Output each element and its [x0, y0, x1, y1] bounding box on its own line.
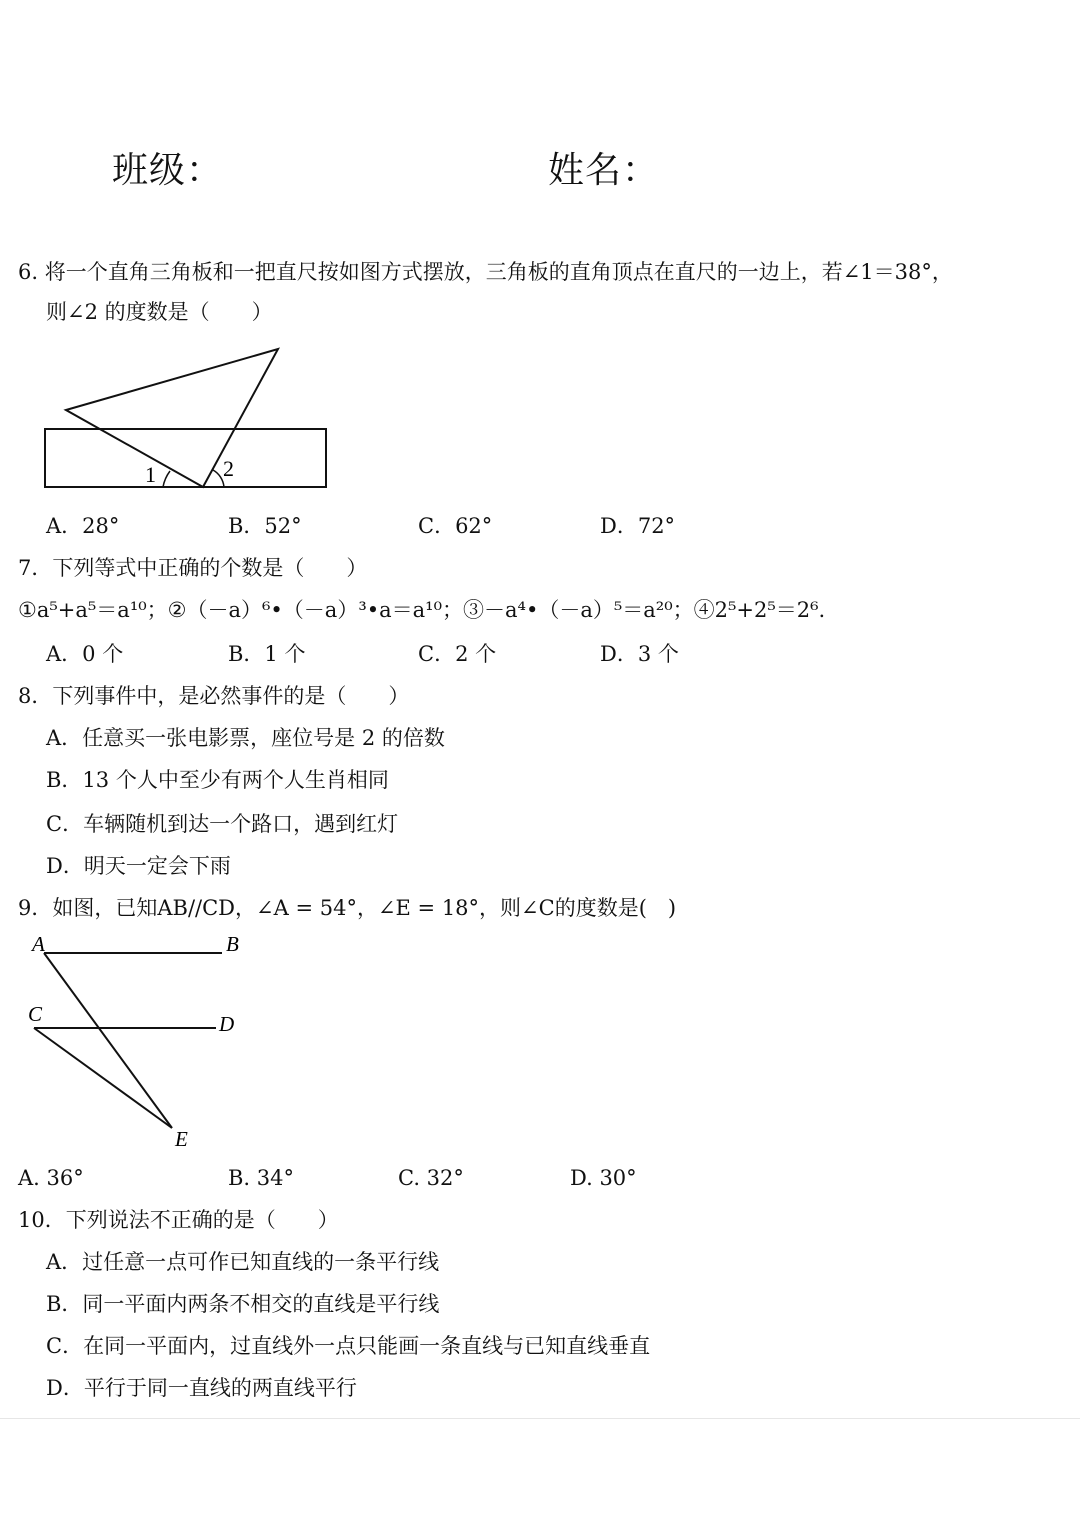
q7-option-b[interactable]: B．1 个 [228, 642, 306, 666]
page-divider [0, 1418, 1080, 1419]
q8-option-c[interactable]: C．车辆随机到达一个路口，遇到红灯 [46, 812, 399, 836]
q7-expression: ①a⁵+a⁵＝a¹⁰；②（－a）⁶•（－a）³•a＝a¹⁰；③－a⁴•（－a）⁵＝a²⁰；④2⁵+2⁵＝2⁶. [18, 598, 826, 622]
q6-option-c[interactable]: C．62° [418, 514, 493, 538]
q8-option-b[interactable]: B．13 个人中至少有两个人生肖相同 [46, 768, 389, 792]
segment-ae [44, 953, 172, 1128]
q7-stem: 7．下列等式中正确的个数是（ ） [18, 556, 368, 580]
q9-option-c[interactable]: C. 32° [398, 1166, 464, 1190]
q8-option-d[interactable]: D．明天一定会下雨 [46, 854, 231, 878]
q6-stem-line2: 则∠2 的度数是（ ） [46, 300, 273, 324]
angle2-label: 2 [223, 456, 234, 481]
q10-option-a[interactable]: A．过任意一点可作已知直线的一条平行线 [46, 1250, 440, 1274]
q10-option-b[interactable]: B．同一平面内两条不相交的直线是平行线 [46, 1292, 440, 1316]
q6-option-d[interactable]: D．72° [600, 514, 676, 538]
q9-option-d[interactable]: D. 30° [570, 1166, 637, 1190]
q10-stem: 10．下列说法不正确的是（ ） [18, 1208, 339, 1232]
point-a-label: A [32, 932, 45, 956]
q6-option-b[interactable]: B．52° [228, 514, 302, 538]
q9-option-b[interactable]: B. 34° [228, 1166, 295, 1190]
point-d-label: D [219, 1012, 235, 1036]
q7-option-a[interactable]: A．0 个 [46, 642, 124, 666]
q7-option-c[interactable]: C．2 个 [418, 642, 497, 666]
q6-stem-line1: 6. 将一个直角三角板和一把直尺按如图方式摆放，三角板的直角顶点在直尺的一边上，若∠1＝38°， [18, 260, 953, 284]
angle1-label: 1 [145, 462, 156, 487]
q8-stem: 8．下列事件中，是必然事件的是（ ） [18, 684, 410, 708]
q6-option-a[interactable]: A．28° [46, 514, 120, 538]
class-label: 班级： [112, 150, 224, 191]
q9-option-a[interactable]: A. 36° [18, 1166, 84, 1190]
q8-option-a[interactable]: A．任意买一张电影票，座位号是 2 的倍数 [46, 726, 445, 750]
name-label: 姓名： [548, 150, 660, 191]
segment-ce [34, 1028, 172, 1128]
q10-option-c[interactable]: C．在同一平面内，过直线外一点只能画一条直线与已知直线垂直 [46, 1334, 651, 1358]
point-b-label: B [226, 932, 239, 956]
point-c-label: C [28, 1002, 43, 1026]
q9-stem: 9．如图，已知AB//CD，∠A = 54°，∠E = 18°，则∠C的度数是( ) [18, 896, 677, 920]
point-e-label: E [175, 1127, 188, 1151]
q7-option-d[interactable]: D．3 个 [600, 642, 679, 666]
q10-option-d[interactable]: D．平行于同一直线的两直线平行 [46, 1376, 357, 1400]
